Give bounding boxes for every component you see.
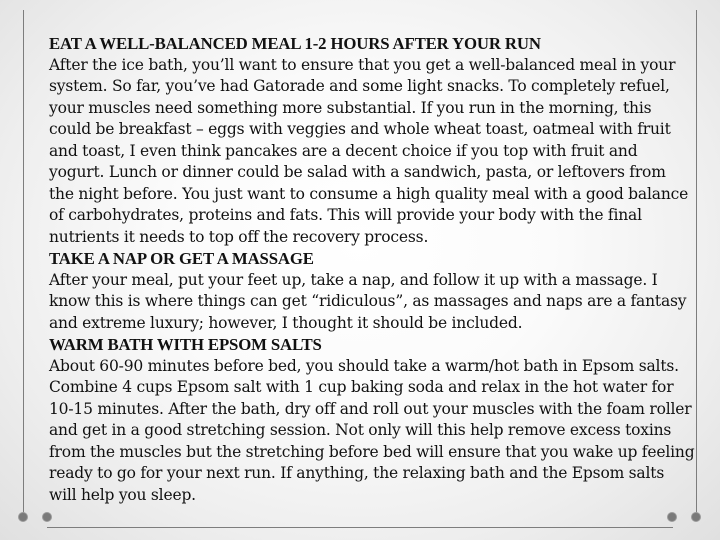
bottom-left-dot-icon [19, 513, 27, 521]
bottom-right-inner-dot-icon [668, 513, 676, 521]
meal-section [49, 33, 695, 248]
epsom-bath-section [49, 334, 695, 506]
left-frame-line [23, 10, 24, 515]
bottom-left-inner-dot-icon [43, 513, 51, 521]
epsom-bath-heading: WARM BATH WITH EPSOM SALTS [49, 335, 322, 354]
bottom-frame-line [47, 527, 673, 528]
right-frame-line [696, 10, 697, 515]
slide-content [49, 33, 695, 506]
nap-massage-paragraph: After your meal, put your feet up, take a nap, and follow it up with a massage. I know this is where things can get “ridiculous”, as massages and naps are a fantasy and extreme luxury; however, I thought it should be included. [49, 270, 687, 332]
bottom-right-dot-icon [692, 513, 700, 521]
epsom-bath-paragraph: About 60-90 minutes before bed, you should take a warm/hot bath in Epsom salts. Combine 4 cups Epsom salt with 1 cup baking soda and relax in the hot water for 10-15 minutes. After the bath, dry off and roll out your muscles with the foam roller and get in a good stretching session. Not only will this help remove excess toxins from the muscles but the stretching before bed will ensure that you wake up feeling ready to go for your next run. If anything, the relaxing bath and the Epsom salts will help you sleep. [49, 356, 695, 504]
nap-massage-heading: TAKE A NAP OR GET A MASSAGE [49, 249, 314, 268]
meal-heading: EAT A WELL-BALANCED MEAL 1-2 HOURS AFTER YOUR RUN [49, 34, 541, 53]
meal-paragraph: After the ice bath, you’ll want to ensure that you get a well-balanced meal in your system. So far, you’ve had Gatorade and some light snacks. To completely refuel, your muscles need something more substantial. If you run in the morning, this could be breakfast – eggs with veggies and whole wheat toast, oatmeal with fruit and toast, I even think pancakes are a decent choice if you top with fruit and yogurt. Lunch or dinner could be salad with a sandwich, pasta, or leftovers from the night before. You just want to consume a high quality meal with a good balance of carbohydrates, proteins and fats. This will provide your body with the final nutrients it needs to top off the recovery process. [49, 55, 689, 246]
nap-massage-section [49, 248, 695, 334]
